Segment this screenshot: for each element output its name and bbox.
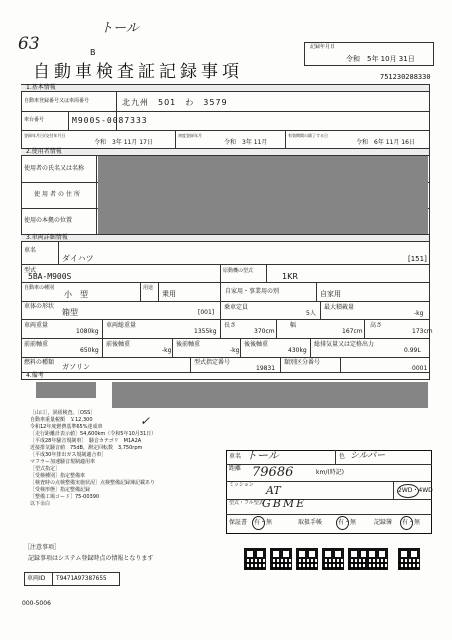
sticker-color-value: シルバー bbox=[350, 451, 386, 461]
sticker-model-label: 型式・フル型式 bbox=[229, 500, 264, 506]
remark-line: ［検査時の点検整備実施状況］点検整備記録簿記載あり bbox=[30, 480, 156, 486]
sticker-warranty-value: 有・無 bbox=[254, 519, 273, 526]
maxload-value: -kg bbox=[414, 310, 424, 317]
qr-code bbox=[366, 548, 388, 570]
user-address-label: 使用者の住所 bbox=[34, 191, 83, 198]
fuel-label: 燃料の種類 bbox=[24, 359, 55, 366]
first-year-label: 初度登録年月 bbox=[178, 133, 202, 138]
sticker-manual-value: 有・無 bbox=[338, 519, 357, 526]
vin-label: 車台番号 bbox=[24, 117, 45, 123]
issue-date-label: 記録年月日 bbox=[310, 44, 336, 50]
length-label: 長さ bbox=[224, 322, 237, 329]
qr-code bbox=[244, 548, 266, 570]
body-label: 車体の形状 bbox=[24, 303, 55, 310]
document-title: 自動車検査証記録事項 bbox=[33, 62, 243, 82]
sticker-drive-type: 2WD・4WD bbox=[398, 487, 433, 494]
car-id-label: 車両ID bbox=[27, 575, 46, 582]
remark-line: ［型式指定］ bbox=[30, 466, 61, 472]
vin-value: M900S-0087333 bbox=[72, 116, 148, 125]
maker-label: 車名 bbox=[24, 247, 37, 254]
sticker-name-label: 車名 bbox=[229, 453, 242, 460]
drive-2wd-circle bbox=[397, 484, 419, 498]
first-reg-value: 令和 3年 11月 17日 bbox=[94, 139, 153, 146]
expiry-label: 有効期間の満了する日 bbox=[288, 133, 328, 138]
front-rear-axle-value: -kg bbox=[162, 347, 172, 354]
maker-value: ダイハツ bbox=[62, 254, 94, 263]
capacity-label: 乗車定員 bbox=[224, 304, 249, 311]
section-1-header bbox=[21, 84, 429, 92]
notes-text: 記録事項はシステム登録時点の情報となります bbox=[28, 555, 154, 562]
sticker-color-label: 色 bbox=[339, 453, 346, 460]
qr-code bbox=[296, 548, 318, 570]
rear-front-axle-value: -kg bbox=[230, 347, 240, 354]
base-location-label: 使用の本拠の位置 bbox=[24, 217, 73, 224]
remark-line: ［平成28年騒音規制車］ 騒音カテゴリ M1A2A bbox=[30, 438, 142, 444]
sticker-mileage-label: 距離 bbox=[229, 465, 242, 472]
approval-value: 19831 bbox=[256, 365, 276, 372]
business-value: 自家用 bbox=[320, 290, 341, 298]
sticker-transmission-value: AT bbox=[266, 484, 281, 497]
model-value: 5BA-M900S bbox=[28, 272, 72, 281]
remark-line: 近接排気騒音値 75dB，測定回転数 3,750rpm bbox=[30, 445, 143, 451]
use-label: 用途 bbox=[143, 285, 154, 291]
notes-title: ［注意事項］ bbox=[24, 544, 61, 551]
front-front-axle-value: 650kg bbox=[80, 347, 99, 354]
engine-value: 1KR bbox=[282, 272, 298, 281]
kind-value: 小 型 bbox=[64, 290, 88, 299]
sticker-name-value: トール bbox=[246, 449, 279, 462]
issue-date: 令和 5年 10月 31日 bbox=[346, 55, 415, 63]
car-id-value: T9471A97387655 bbox=[56, 575, 107, 582]
weight-value: 1080kg bbox=[76, 328, 99, 335]
warranty-circle bbox=[252, 516, 265, 530]
class-value: 0001 bbox=[412, 365, 428, 372]
gross-weight-label: 車両総重量 bbox=[106, 322, 137, 329]
redacted-remark-small bbox=[36, 382, 96, 398]
gross-weight-value: 1355kg bbox=[194, 328, 217, 335]
remark-line: ［走行距離計表示値］54,600km（令和5年10月31日） bbox=[30, 431, 157, 437]
remark-line: 令和12年度燃費基準65%達成車 bbox=[30, 424, 103, 430]
first-reg-label: 登録年月日/交付年月日 bbox=[24, 133, 66, 138]
section-1-title: 1.基本情報 bbox=[26, 84, 56, 91]
sticker-mileage-value: 79686 bbox=[252, 465, 294, 480]
sticker-record-value: 有・無 bbox=[402, 519, 421, 526]
remark-line: 自動車重量税額 ￥12,300 bbox=[30, 417, 93, 423]
qr-code bbox=[270, 548, 292, 570]
section-2-title: 2.使用者情報 bbox=[26, 148, 62, 155]
remark-line: ［整備工場コード］75-00390 bbox=[30, 494, 100, 500]
class-label: 類別区分番号 bbox=[284, 359, 321, 366]
expiry-value: 令和 6年 11月 16日 bbox=[356, 139, 415, 146]
sticker-manual-label: 取扱手帳 bbox=[298, 519, 323, 526]
sticker-warranty-label: 保証書 bbox=[229, 519, 248, 526]
record-circle bbox=[400, 516, 413, 530]
use-value: 乗用 bbox=[162, 290, 176, 298]
section-2-header bbox=[21, 148, 429, 156]
remark-line: ［受検形態］指定整備記録 bbox=[30, 487, 91, 493]
remark-line: マフラー加速騒音規制適用車 bbox=[30, 459, 96, 465]
model-label: 型式 bbox=[24, 267, 37, 274]
front-rear-axle-label: 前後軸重 bbox=[106, 341, 131, 348]
section-3-header bbox=[21, 234, 429, 242]
displacement-label: 総排気量又は定格出力 bbox=[314, 341, 375, 348]
section-3-title: 3.車両詳細情報 bbox=[26, 234, 68, 241]
section-4-title: 4.備考 bbox=[26, 372, 44, 379]
form-letter: B bbox=[90, 48, 96, 57]
weight-label: 車両重量 bbox=[24, 322, 49, 329]
body-code: [001] bbox=[198, 309, 215, 316]
length-value: 370cm bbox=[254, 328, 275, 335]
displacement-value: 0.99L bbox=[404, 347, 421, 354]
kind-label: 自動車の種別 bbox=[24, 285, 55, 291]
reg-number-label: 自動車登録番号又は車両番号 bbox=[24, 98, 90, 104]
height-value: 173cm bbox=[412, 328, 433, 335]
capacity-value: 5人 bbox=[306, 310, 316, 317]
user-name-label: 使用者の氏名又は名称 bbox=[24, 165, 85, 172]
approval-label: 型式指定番号 bbox=[194, 359, 231, 366]
document-number: 751230288330 bbox=[380, 73, 431, 81]
business-label: 自家用・事業用の別 bbox=[225, 288, 280, 295]
rear-front-axle-label: 後前軸重 bbox=[176, 341, 201, 348]
handwritten-number: 63 bbox=[18, 34, 40, 54]
maker-code: [151] bbox=[408, 255, 427, 263]
remark-line: ［山口］，誤紐検査。［OSS］ bbox=[30, 410, 96, 416]
qr-code bbox=[398, 548, 420, 570]
reg-number-value: 北九州 501 わ 3579 bbox=[122, 98, 228, 107]
footer-code: 000-5006 bbox=[22, 600, 51, 607]
handwritten-check-mark: ✓ bbox=[140, 414, 151, 428]
sticker-mileage-unit: km/(時記) bbox=[316, 469, 345, 476]
rear-rear-axle-label: 後後軸重 bbox=[244, 341, 269, 348]
maxload-label: 最大積載量 bbox=[324, 304, 355, 311]
front-front-axle-label: 前前軸重 bbox=[24, 341, 49, 348]
width-value: 167cm bbox=[342, 328, 363, 335]
sticker-transmission-label: ミッション bbox=[229, 482, 254, 488]
body-value: 箱型 bbox=[62, 308, 78, 317]
engine-label: 原動機の型式 bbox=[223, 268, 254, 274]
remark-line: ［受検種別］指定整備車 bbox=[30, 473, 86, 479]
width-label: 幅 bbox=[290, 322, 297, 329]
remark-line: 以下余白 bbox=[30, 501, 51, 507]
handwritten-car-name: トール bbox=[100, 21, 139, 36]
redacted-user-info bbox=[98, 156, 428, 234]
sticker-model-value: GBME bbox=[262, 497, 307, 510]
sticker-record-label: 記録簿 bbox=[374, 519, 393, 526]
height-label: 高さ bbox=[370, 322, 383, 329]
qr-code bbox=[322, 548, 344, 570]
fuel-value: ガソリン bbox=[62, 363, 90, 371]
first-year-value: 令和 3年 11月 bbox=[224, 139, 268, 146]
remark-line: ［平成30年排出ガス規制適合車］ bbox=[30, 452, 107, 458]
rear-rear-axle-value: 430kg bbox=[288, 347, 307, 354]
redacted-remark-large bbox=[112, 382, 428, 408]
manual-circle bbox=[336, 516, 349, 530]
